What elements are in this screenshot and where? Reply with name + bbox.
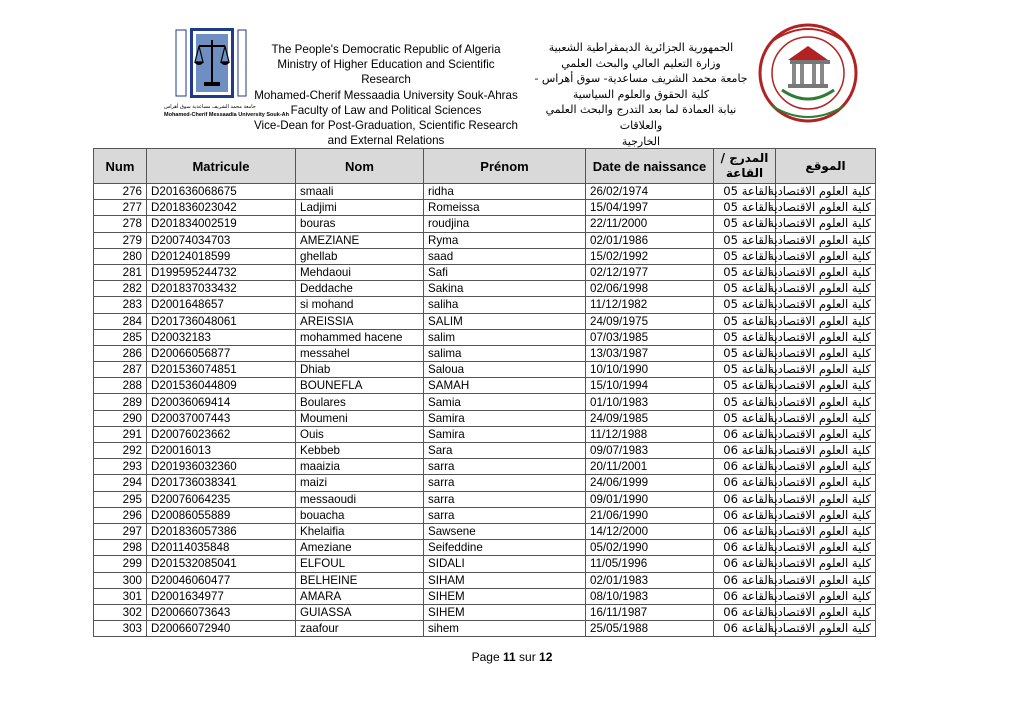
cell-nom: messahel [296,345,424,361]
table-row [94,475,876,491]
table-row [94,540,876,556]
cell-prenom: roudjina [424,216,586,232]
cell-prenom: SIHEM [424,588,586,604]
table-row [94,232,876,248]
cell-site: كلية العلوم الاقتصادية [776,362,876,378]
header-ar-line: وزارة التعليم العالي والبحث العلمي [561,56,721,70]
table-row [94,184,876,200]
cell-prenom: Sawsene [424,523,586,539]
cell-num: 287 [94,362,147,378]
table-row [94,216,876,232]
header-en-line: Ministry of Higher Education and Scientific Research [277,58,495,87]
cell-num: 289 [94,394,147,410]
header-en-line: and External Relations [327,134,445,148]
table-row [94,572,876,588]
cell-prenom: Safi [424,264,586,280]
header-arabic [528,40,754,149]
cell-matricule: D199595244732 [147,264,296,280]
cell-prenom: Sakina [424,281,586,297]
cell-site: كلية العلوم الاقتصادية [776,540,876,556]
col-header-prenom: Prénom [424,149,586,184]
cell-birthdate: 02/06/1998 [586,281,714,297]
cell-prenom: Ryma [424,232,586,248]
cell-birthdate: 25/05/1988 [586,621,714,637]
cell-birthdate: 02/01/1986 [586,232,714,248]
cell-hall: القاعة 06 [714,588,776,604]
cell-num: 281 [94,264,147,280]
cell-hall: القاعة 06 [714,443,776,459]
cell-nom: Moumeni [296,410,424,426]
cell-birthdate: 15/04/1997 [586,200,714,216]
cell-prenom: SIHAM [424,572,586,588]
cell-birthdate: 10/10/1990 [586,362,714,378]
cell-matricule: D20086055889 [147,507,296,523]
cell-site: كلية العلوم الاقتصادية [776,475,876,491]
cell-hall: القاعة 06 [714,604,776,620]
cell-prenom: salima [424,345,586,361]
cell-num: 280 [94,248,147,264]
cell-prenom: sarra [424,475,586,491]
cell-hall: القاعة 06 [714,426,776,442]
cell-site: كلية العلوم الاقتصادية [776,248,876,264]
cell-site: كلية العلوم الاقتصادية [776,232,876,248]
cell-prenom: salim [424,329,586,345]
faculty-logo-right [752,20,864,126]
cell-nom: mohammed hacene [296,329,424,345]
cell-matricule: D20114035848 [147,540,296,556]
svg-text:جامعة محمد الشريف مساعدية سوق: جامعة محمد الشريف مساعدية سوق أهراس [164,104,256,110]
cell-hall: القاعة 05 [714,216,776,232]
cell-birthdate: 02/12/1977 [586,264,714,280]
cell-hall: القاعة 05 [714,313,776,329]
cell-num: 278 [94,216,147,232]
footer-separator: sur [519,650,536,664]
cell-num: 279 [94,232,147,248]
cell-num: 285 [94,329,147,345]
cell-nom: bouacha [296,507,424,523]
cell-nom: Khelaifia [296,523,424,539]
cell-hall: القاعة 06 [714,556,776,572]
cell-matricule: D20074034703 [147,232,296,248]
cell-num: 282 [94,281,147,297]
cell-site: كلية العلوم الاقتصادية [776,297,876,313]
cell-hall: القاعة 05 [714,378,776,394]
footer-page-total: 12 [539,650,553,664]
cell-matricule: D201836057386 [147,523,296,539]
table-row [94,297,876,313]
cell-matricule: D2001648657 [147,297,296,313]
cell-prenom: saad [424,248,586,264]
cell-num: 294 [94,475,147,491]
table-row [94,443,876,459]
cell-site: كلية العلوم الاقتصادية [776,394,876,410]
cell-site: كلية العلوم الاقتصادية [776,313,876,329]
cell-num: 296 [94,507,147,523]
header-english [252,42,520,148]
col-header-matricule: Matricule [147,149,296,184]
header-ar-line: كلية الحقوق والعلوم السياسية [572,87,710,101]
cell-prenom: SIHEM [424,604,586,620]
col-header-num: Num [94,149,147,184]
cell-prenom: sarra [424,459,586,475]
table-row [94,556,876,572]
table-row [94,507,876,523]
header-ar-line: جامعة محمد الشريف مساعدية- سوق أهراس - [534,72,748,86]
table-row [94,378,876,394]
cell-num: 284 [94,313,147,329]
cell-num: 299 [94,556,147,572]
cell-nom: si mohand [296,297,424,313]
table-row [94,313,876,329]
cell-nom: Boulares [296,394,424,410]
cell-prenom: Saloua [424,362,586,378]
cell-nom: Deddache [296,281,424,297]
cell-birthdate: 26/02/1974 [586,184,714,200]
cell-prenom: sihem [424,621,586,637]
cell-birthdate: 02/01/1983 [586,572,714,588]
cell-hall: القاعة 05 [714,232,776,248]
table-row [94,345,876,361]
scales-of-justice-icon [164,22,256,122]
cell-birthdate: 11/12/1982 [586,297,714,313]
cell-birthdate: 24/06/1999 [586,475,714,491]
cell-prenom: Samira [424,426,586,442]
cell-prenom: SALIM [424,313,586,329]
table-row [94,410,876,426]
cell-site: كلية العلوم الاقتصادية [776,378,876,394]
cell-site: كلية العلوم الاقتصادية [776,523,876,539]
cell-prenom: Seifeddine [424,540,586,556]
cell-prenom: saliha [424,297,586,313]
cell-matricule: D20124018599 [147,248,296,264]
header-en-line: The People's Democratic Republic of Algeria [271,43,501,56]
cell-hall: القاعة 06 [714,507,776,523]
cell-nom: Ouis [296,426,424,442]
col-header-nom: Nom [296,149,424,184]
cell-site: كلية العلوم الاقتصادية [776,588,876,604]
cell-num: 290 [94,410,147,426]
cell-birthdate: 22/11/2000 [586,216,714,232]
cell-nom: AMARA [296,588,424,604]
cell-nom: AMEZIANE [296,232,424,248]
cell-matricule: D20046060477 [147,572,296,588]
cell-matricule: D201736038341 [147,475,296,491]
cell-hall: القاعة 06 [714,491,776,507]
cell-hall: القاعة 05 [714,394,776,410]
header-ar-line: الخارجية [621,134,661,148]
cell-num: 301 [94,588,147,604]
cell-prenom: Samia [424,394,586,410]
cell-birthdate: 08/10/1983 [586,588,714,604]
cell-hall: القاعة 05 [714,264,776,280]
cell-hall: القاعة 05 [714,281,776,297]
cell-birthdate: 05/02/1990 [586,540,714,556]
cell-num: 276 [94,184,147,200]
cell-matricule: D201736048061 [147,313,296,329]
cell-site: كلية العلوم الاقتصادية [776,604,876,620]
cell-hall: القاعة 05 [714,410,776,426]
cell-birthdate: 15/10/1994 [586,378,714,394]
cell-nom: Ameziane [296,540,424,556]
cell-hall: القاعة 06 [714,621,776,637]
cell-site: كلية العلوم الاقتصادية [776,491,876,507]
col-header-site: الموقع [776,149,876,184]
cell-nom: ELFOUL [296,556,424,572]
cell-nom: ghellab [296,248,424,264]
cell-matricule: D20037007443 [147,410,296,426]
cell-num: 292 [94,443,147,459]
cell-num: 286 [94,345,147,361]
cell-hall: القاعة 05 [714,200,776,216]
table-body [94,184,876,637]
cell-prenom: ridha [424,184,586,200]
cell-matricule: D201836023042 [147,200,296,216]
cell-prenom: sarra [424,507,586,523]
university-logo-left [164,22,290,122]
cell-birthdate: 20/11/2001 [586,459,714,475]
cell-nom: Dhiab [296,362,424,378]
cell-site: كلية العلوم الاقتصادية [776,459,876,475]
cell-prenom: Samira [424,410,586,426]
cell-matricule: D20066072940 [147,621,296,637]
cell-matricule: D20032183 [147,329,296,345]
cell-site: كلية العلوم الاقتصادية [776,345,876,361]
cell-matricule: D201636068675 [147,184,296,200]
cell-site: كلية العلوم الاقتصادية [776,184,876,200]
cell-site: كلية العلوم الاقتصادية [776,556,876,572]
cell-num: 283 [94,297,147,313]
cell-nom: Kebbeb [296,443,424,459]
cell-matricule: D20076064235 [147,491,296,507]
cell-matricule: D201834002519 [147,216,296,232]
cell-nom: BELHEINE [296,572,424,588]
cell-site: كلية العلوم الاقتصادية [776,443,876,459]
table-row [94,426,876,442]
cell-matricule: D201936032360 [147,459,296,475]
cell-prenom: Sara [424,443,586,459]
cell-nom: BOUNEFLA [296,378,424,394]
table-row [94,459,876,475]
cell-prenom: SAMAH [424,378,586,394]
cell-site: كلية العلوم الاقتصادية [776,329,876,345]
cell-nom: messaoudi [296,491,424,507]
cell-num: 303 [94,621,147,637]
cell-matricule: D20016013 [147,443,296,459]
cell-matricule: D20076023662 [147,426,296,442]
cell-matricule: D20066056877 [147,345,296,361]
cell-site: كلية العلوم الاقتصادية [776,621,876,637]
cell-matricule: D201532085041 [147,556,296,572]
cell-birthdate: 16/11/1987 [586,604,714,620]
cell-birthdate: 07/03/1985 [586,329,714,345]
cell-nom: Mehdaoui [296,264,424,280]
cell-birthdate: 01/10/1983 [586,394,714,410]
cell-matricule: D20036069414 [147,394,296,410]
cell-site: كلية العلوم الاقتصادية [776,264,876,280]
cell-nom: bouras [296,216,424,232]
header-en-line: Vice-Dean for Post-Graduation, Scientific Research [254,119,518,133]
cell-hall: القاعة 06 [714,540,776,556]
cell-num: 288 [94,378,147,394]
cell-num: 293 [94,459,147,475]
table-row [94,329,876,345]
logo-caption: Mohamed-Cherif Messaadia University Souk-Ah [164,112,290,118]
cell-birthdate: 09/07/1983 [586,443,714,459]
cell-hall: القاعة 06 [714,475,776,491]
cell-matricule: D201536044809 [147,378,296,394]
cell-matricule: D2001634977 [147,588,296,604]
cell-matricule: D201536074851 [147,362,296,378]
table-row [94,523,876,539]
cell-prenom: sarra [424,491,586,507]
cell-num: 297 [94,523,147,539]
table-row [94,200,876,216]
cell-birthdate: 14/12/2000 [586,523,714,539]
cell-nom: zaafour [296,621,424,637]
cell-hall: القاعة 05 [714,297,776,313]
header-ar-line: نيابة العمادة لما بعد التدرج والبحث العلمي والعلاقات [545,103,737,132]
table-row [94,264,876,280]
cell-site: كلية العلوم الاقتصادية [776,281,876,297]
cell-hall: القاعة 05 [714,329,776,345]
cell-hall: القاعة 06 [714,523,776,539]
table-row [94,588,876,604]
cell-num: 302 [94,604,147,620]
cell-hall: القاعة 05 [714,248,776,264]
cell-site: كلية العلوم الاقتصادية [776,426,876,442]
roster-table [93,148,876,637]
cell-hall: القاعة 05 [714,345,776,361]
cell-num: 291 [94,426,147,442]
cell-nom: maaizia [296,459,424,475]
cell-site: كلية العلوم الاقتصادية [776,572,876,588]
cell-num: 295 [94,491,147,507]
cell-birthdate: 15/02/1992 [586,248,714,264]
cell-matricule: D201837033432 [147,281,296,297]
cell-site: كلية العلوم الاقتصادية [776,216,876,232]
footer-prefix: Page [471,650,500,664]
cell-site: كلية العلوم الاقتصادية [776,410,876,426]
cell-nom: Ladjimi [296,200,424,216]
cell-birthdate: 24/09/1975 [586,313,714,329]
table-row [94,621,876,637]
cell-birthdate: 11/12/1988 [586,426,714,442]
cell-nom: GUIASSA [296,604,424,620]
table-row [94,394,876,410]
cell-nom: AREISSIA [296,313,424,329]
header-en-line: Mohamed-Cherif Messaadia University Souk-Ahras [254,88,518,102]
cell-site: كلية العلوم الاقتصادية [776,200,876,216]
table-row [94,604,876,620]
page-footer [0,650,1024,664]
table-header-row [94,149,876,184]
table-row [94,491,876,507]
cell-birthdate: 21/06/1990 [586,507,714,523]
cell-nom: smaali [296,184,424,200]
cell-hall: القاعة 05 [714,362,776,378]
cell-matricule: D20066073643 [147,604,296,620]
cell-prenom: SIDALI [424,556,586,572]
cell-hall: القاعة 06 [714,572,776,588]
cell-birthdate: 11/05/1996 [586,556,714,572]
cell-site: كلية العلوم الاقتصادية [776,507,876,523]
col-header-birthdate: Date de naissance [586,149,714,184]
cell-birthdate: 13/03/1987 [586,345,714,361]
table-row [94,362,876,378]
col-header-hall: المدرج / القاعة [714,149,776,184]
cell-num: 277 [94,200,147,216]
faculty-emblem-icon [752,20,864,126]
cell-birthdate: 09/01/1990 [586,491,714,507]
header-ar-line: الجمهورية الجزائرية الديمقراطية الشعبية [548,41,734,54]
cell-hall: القاعة 06 [714,459,776,475]
cell-nom: maizi [296,475,424,491]
cell-prenom: Romeissa [424,200,586,216]
table-row [94,281,876,297]
cell-num: 298 [94,540,147,556]
cell-birthdate: 24/09/1985 [586,410,714,426]
cell-hall: القاعة 05 [714,184,776,200]
footer-page-number: 11 [502,650,516,664]
table-row [94,248,876,264]
header-en-line: Faculty of Law and Political Sciences [290,103,482,117]
cell-num: 300 [94,572,147,588]
